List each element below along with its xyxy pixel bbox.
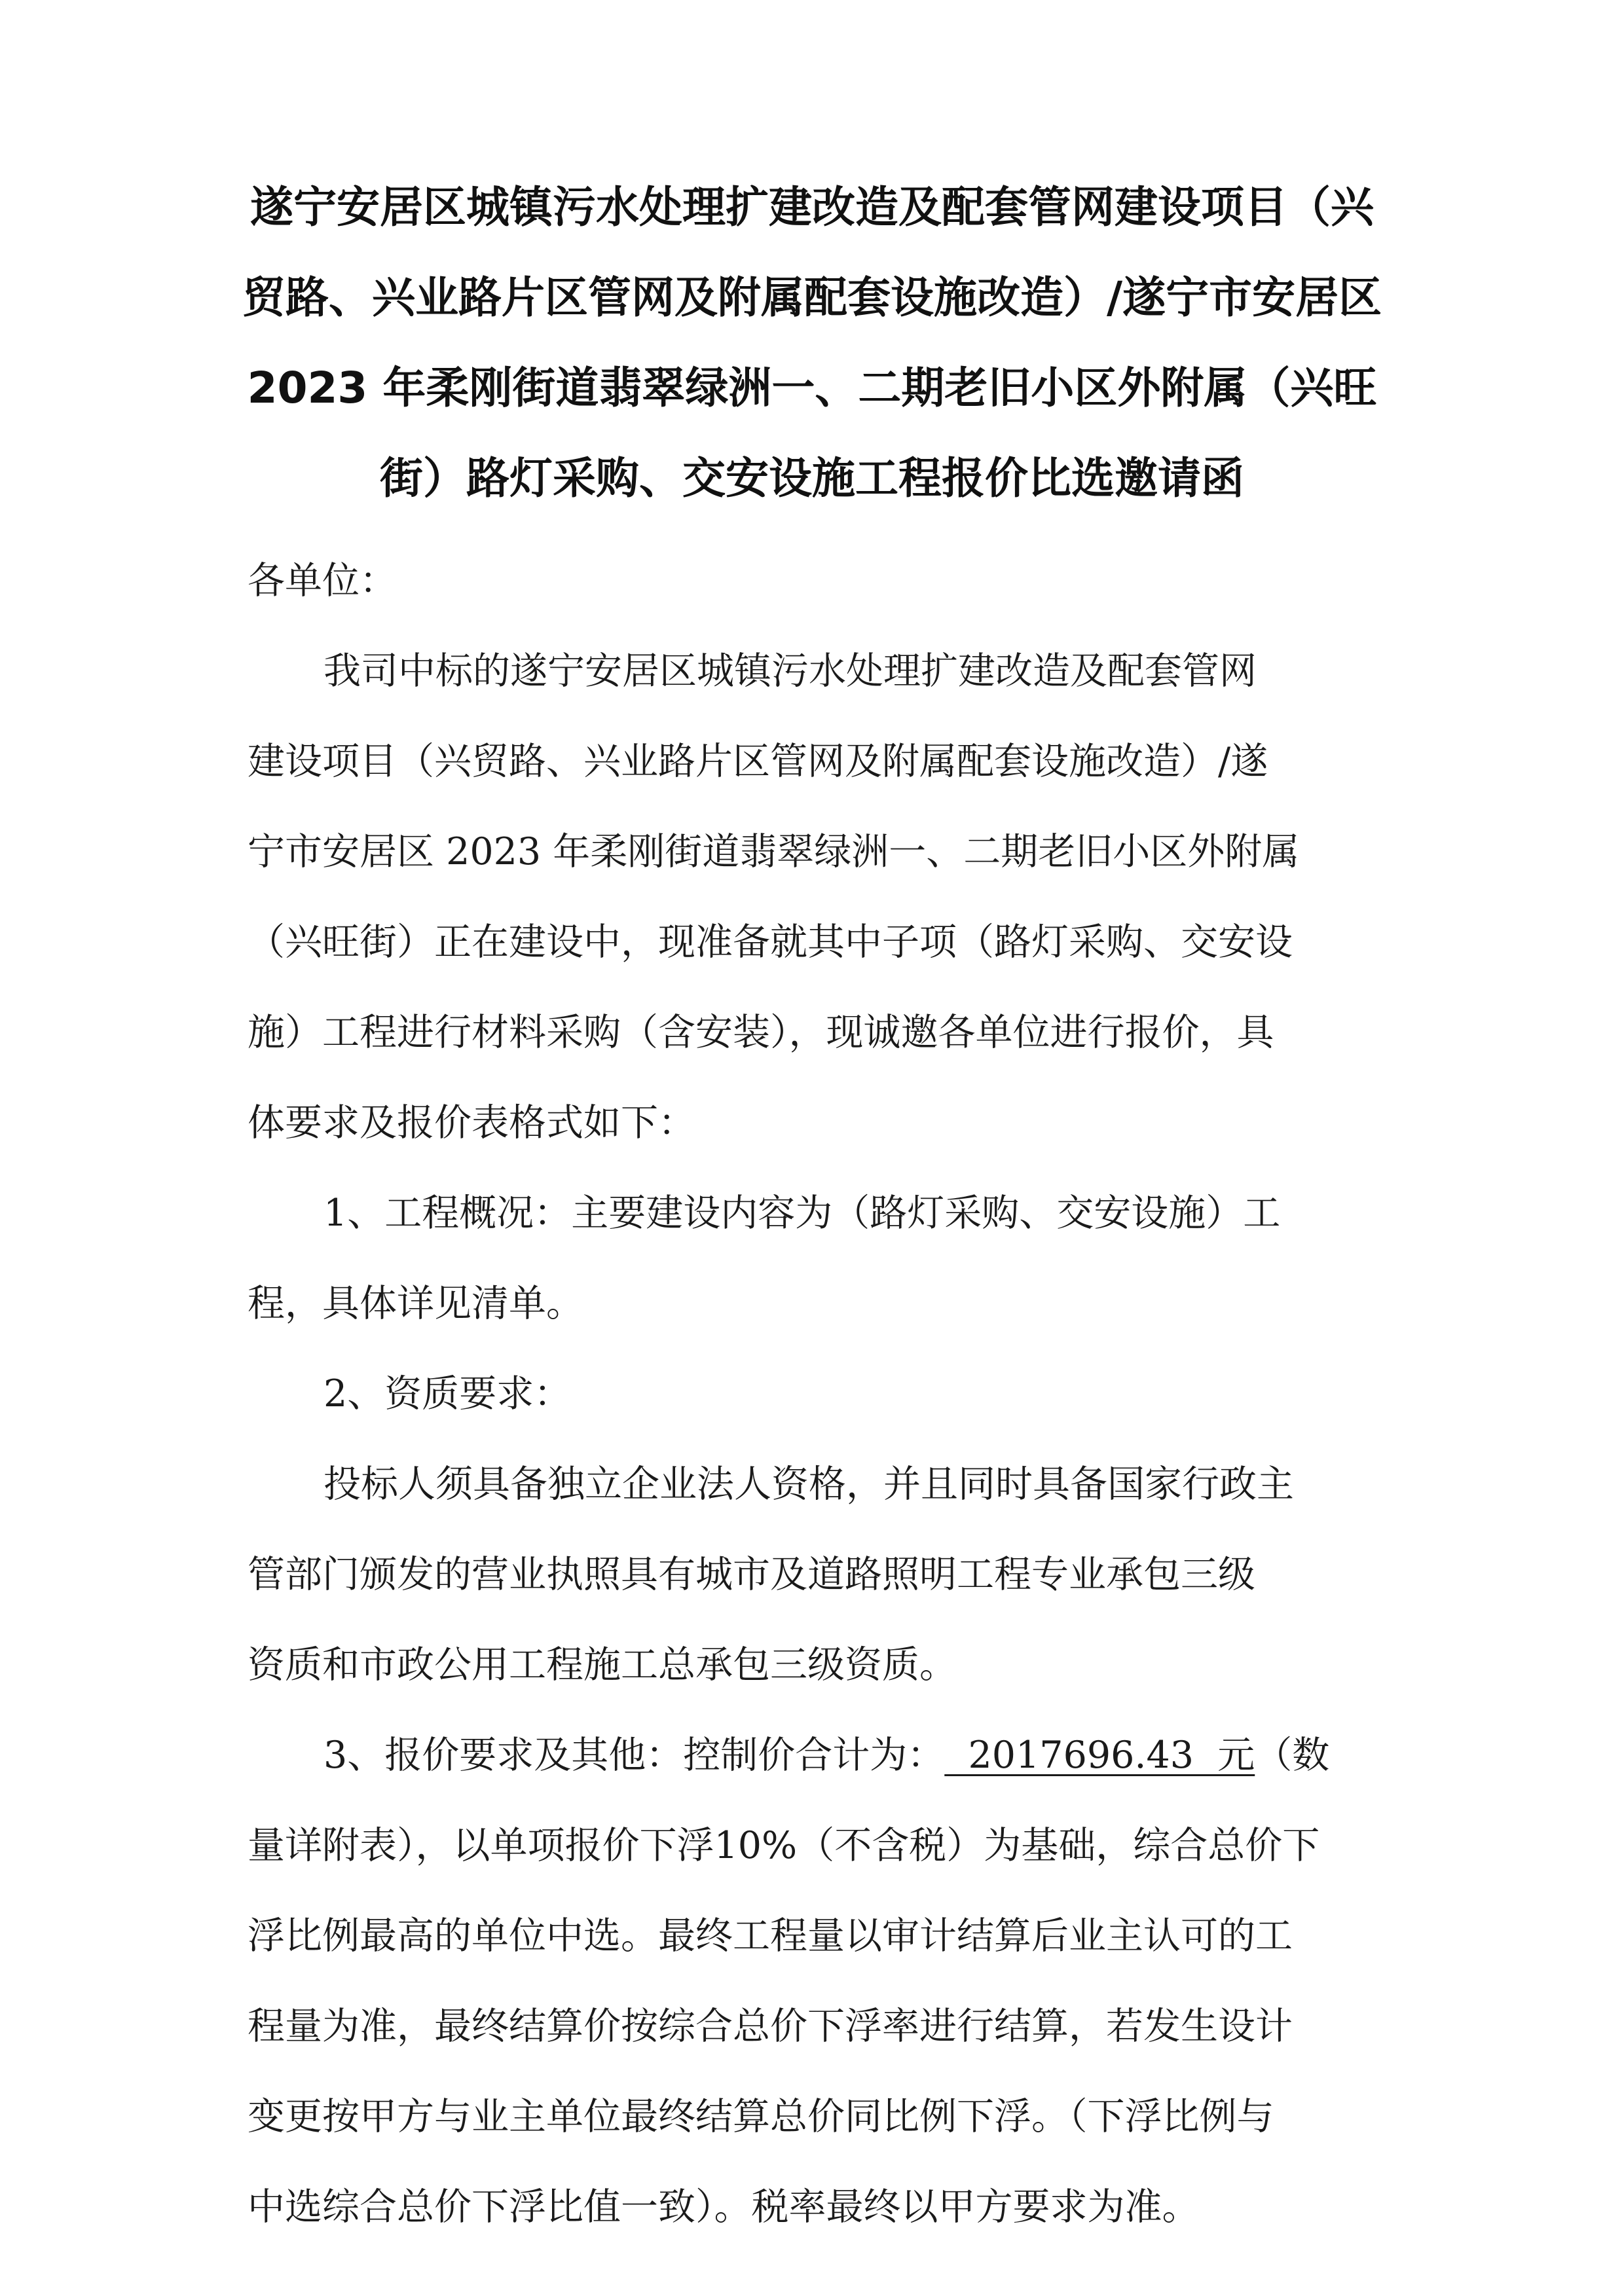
section-2-qualification	[248, 1349, 1382, 1710]
intro-line-3: 宁市安居区 2023 年柔刚街道翡翠绿洲一、二期老旧小区外附属	[248, 830, 1300, 873]
section-3-line-2: 量详附表），以单项报价下浮10%（不含税）为基础，综合总价下	[248, 1824, 1320, 1867]
section-3-prefix: 3、报价要求及其他：控制价合计为：	[323, 1734, 945, 1777]
title-line-4: 街）路灯采购、交安设施工程报价比选邀请函	[380, 453, 1244, 503]
section-2-heading: 2、资质要求：	[323, 1372, 572, 1415]
intro-line-5: 施）工程进行材料采购（含安装），现诚邀各单位进行报价，具	[248, 1011, 1274, 1054]
section-2-line-3: 资质和市政公用工程施工总承包三级资质。	[248, 1643, 957, 1686]
section-3-line-1	[248, 1710, 1382, 1800]
section-1-line-2: 程，具体详见清单。	[248, 1282, 583, 1325]
title-line-2: 贸路、兴业路片区管网及附属配套设施改造）/遂宁市安居区	[242, 272, 1382, 323]
intro-paragraph	[248, 626, 1382, 1168]
intro-line-2: 建设项目（兴贸路、兴业路片区管网及附属配套设施改造）/遂	[248, 740, 1268, 783]
section-3-quotation-requirements	[248, 1710, 1382, 2252]
section-3-line-5: 变更按甲方与业主单位最终结算总价同比例下浮。（下浮比例与	[248, 2095, 1274, 2138]
section-1-project-overview	[248, 1168, 1382, 1349]
section-2-line-2: 管部门颁发的营业执照具有城市及道路照明工程专业承包三级	[248, 1553, 1255, 1596]
title-line-1: 遂宁安居区城镇污水处理扩建改造及配套管网建设项目（兴	[250, 182, 1374, 232]
section-3-line-3: 浮比例最高的单位中选。最终工程量以审计结算后业主认可的工	[248, 1914, 1293, 1958]
section-1-line-1: 1、工程概况：主要建设内容为（路灯采购、交安设施）工	[323, 1192, 1281, 1235]
intro-line-6: 体要求及报价表格式如下：	[248, 1101, 695, 1144]
document-body	[248, 536, 1382, 2252]
section-3-line-6: 中选综合总价下浮比值一致）。税率最终以甲方要求为准。	[248, 2185, 1200, 2229]
section-3-line-4: 程量为准，最终结算价按综合总价下浮率进行结算，若发生设计	[248, 2005, 1293, 2048]
salutation: 各单位：	[248, 559, 397, 602]
title-line-3: 2023 年柔刚街道翡翠绿洲一、二期老旧小区外附属（兴旺	[247, 363, 1377, 413]
intro-line-4: （兴旺街）正在建设中，现准备就其中子项（路灯采购、交安设	[248, 920, 1293, 964]
section-2-line-1: 投标人须具备独立企业法人资格，并且同时具备国家行政主	[323, 1463, 1294, 1506]
intro-line-1: 我司中标的遂宁安居区城镇污水处理扩建改造及配套管网	[323, 649, 1257, 693]
control-price-amount: 2017696.43 元	[944, 1734, 1255, 1777]
section-3-suffix: （数	[1255, 1734, 1330, 1777]
document-title	[242, 162, 1382, 524]
